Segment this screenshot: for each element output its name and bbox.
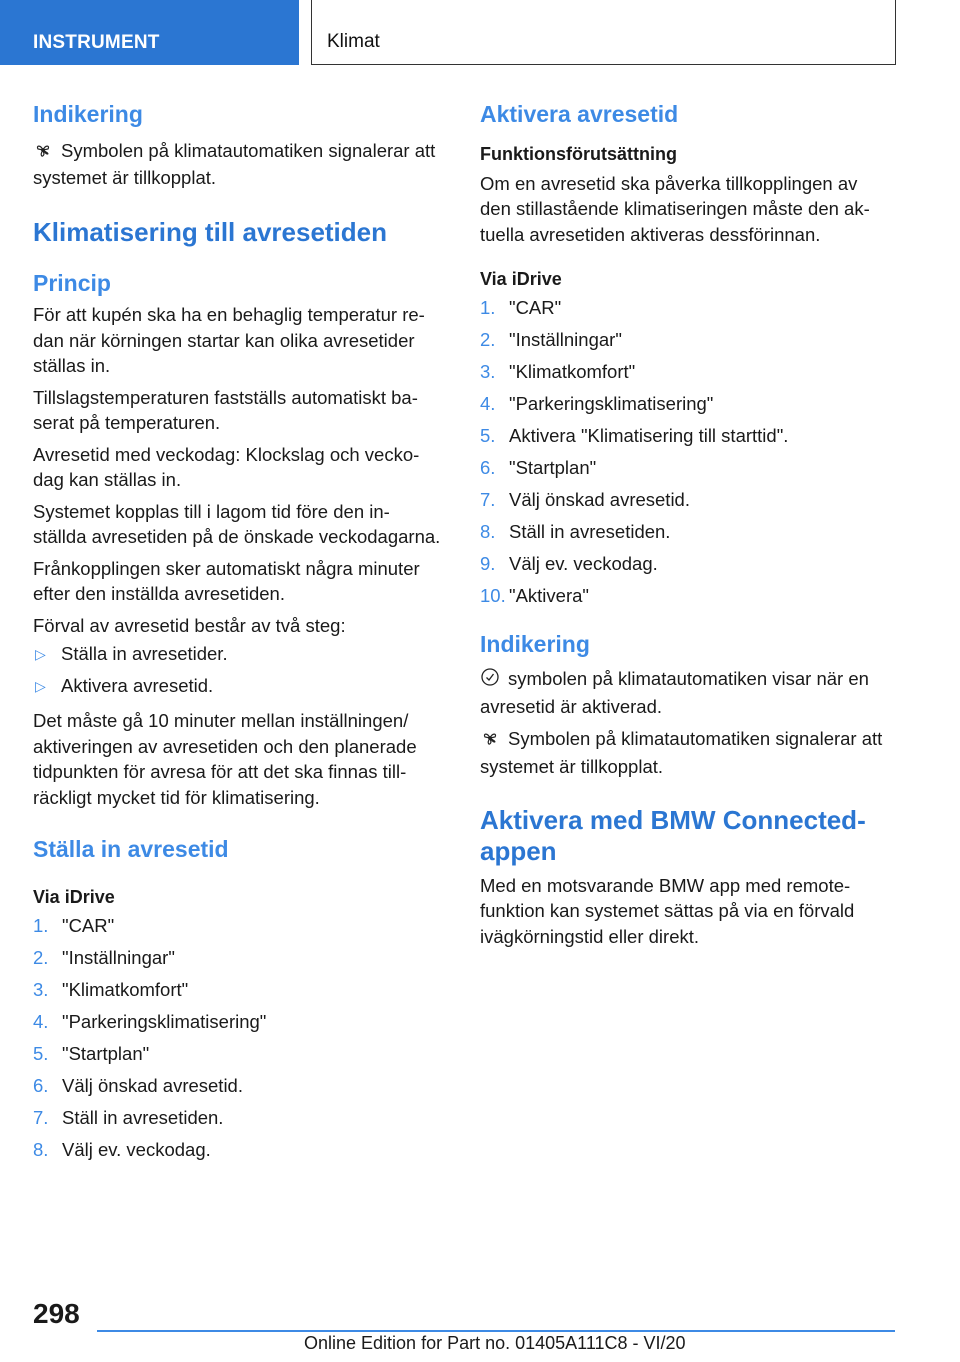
list-number: 5. bbox=[33, 1043, 49, 1065]
page-number: 298 bbox=[33, 1298, 80, 1329]
princip-paragraph bbox=[33, 302, 453, 379]
text-line: Det måste gå 10 minuter mellan inställningen/ bbox=[33, 710, 409, 732]
list-item bbox=[480, 548, 900, 580]
indikering-heading-right: Indikering bbox=[480, 631, 590, 658]
list-text: "Aktivera" bbox=[509, 585, 589, 607]
via-idrive-left: Via iDrive bbox=[33, 887, 115, 908]
triangle-bullet-icon: ▷ bbox=[35, 678, 46, 695]
list-number: 5. bbox=[480, 425, 496, 447]
funktion-text bbox=[480, 171, 900, 248]
edition-text: Online Edition for Part no. 01405A111C8 - VI/20 bbox=[304, 1333, 686, 1353]
list-item bbox=[480, 356, 900, 388]
list-number: 3. bbox=[33, 979, 49, 1001]
text-line: Tillslagstemperaturen fastställs automatiskt ba- bbox=[33, 386, 418, 408]
chapter-title: Klimat bbox=[311, 0, 896, 65]
text-line: ivägkörningstid eller direkt. bbox=[480, 925, 700, 947]
list-number: 9. bbox=[480, 553, 496, 575]
list-item bbox=[33, 1134, 453, 1166]
list-number: 2. bbox=[33, 947, 49, 969]
list-text: "Startplan" bbox=[509, 457, 597, 479]
text-line: Avresetid med veckodag: Klockslag och vecko- bbox=[33, 443, 420, 465]
list-text: "Inställningar" bbox=[62, 947, 175, 969]
text-line: funktion kan systemet sättas på via en förvald bbox=[480, 900, 855, 922]
indikering-right-2: Symbolen på klimatautomatiken signalerar att systemet är tillkopplat. bbox=[480, 728, 883, 777]
list-number: 1. bbox=[33, 915, 49, 937]
text-line: Om en avresetid ska påverka tillkopplingen av bbox=[480, 172, 858, 194]
list-text: "CAR" bbox=[62, 915, 115, 937]
princip-paragraph bbox=[33, 499, 453, 550]
fan-icon bbox=[480, 728, 500, 754]
list-number: 7. bbox=[33, 1107, 49, 1129]
list-item bbox=[480, 484, 900, 516]
list-number: 4. bbox=[33, 1011, 49, 1033]
list-item bbox=[33, 1006, 453, 1038]
list-text: "Klimatkomfort" bbox=[509, 361, 636, 383]
list-text: "CAR" bbox=[509, 297, 562, 319]
list-text: "Startplan" bbox=[62, 1043, 150, 1065]
princip-paragraph bbox=[33, 556, 453, 607]
text-line: Frånkopplingen sker automatiskt några minuter bbox=[33, 557, 420, 579]
text-line: serat på temperaturen. bbox=[33, 412, 221, 434]
list-item bbox=[33, 910, 453, 942]
list-item bbox=[480, 324, 900, 356]
text-line: den stillastående klimatiseringen måste den ak- bbox=[480, 198, 870, 220]
text-line: tuella avresetiden aktiveras dessförinnan. bbox=[480, 223, 821, 245]
list-item bbox=[480, 388, 900, 420]
list-item bbox=[33, 942, 453, 974]
section-tab: INSTRUMENT bbox=[0, 0, 299, 65]
list-item bbox=[33, 1070, 453, 1102]
step-text: Aktivera avresetid. bbox=[61, 675, 214, 697]
text-line: ställda avresetiden på de önskade veckodagarna. bbox=[33, 526, 441, 548]
princip-paragraph bbox=[33, 613, 453, 639]
text-line: Med en motsvarande BMW app med remote- bbox=[480, 874, 851, 896]
list-text: Välj önskad avresetid. bbox=[509, 489, 690, 511]
list-item bbox=[480, 516, 900, 548]
right-steps bbox=[480, 292, 900, 612]
text-line: Förval av avresetid består av två steg: bbox=[33, 614, 346, 636]
step-item bbox=[33, 638, 453, 670]
steps-list bbox=[33, 638, 453, 702]
list-item bbox=[480, 292, 900, 324]
list-item bbox=[33, 974, 453, 1006]
princip-body bbox=[33, 302, 453, 638]
list-item bbox=[33, 1102, 453, 1134]
list-number: 8. bbox=[480, 521, 496, 543]
main-heading: Klimatisering till avresetiden bbox=[33, 216, 388, 247]
step-item bbox=[33, 670, 453, 702]
text-line: För att kupén ska ha en behaglig temperatur re- bbox=[33, 304, 425, 326]
left-column bbox=[33, 100, 453, 1166]
triangle-bullet-icon: ▷ bbox=[35, 646, 46, 663]
text-line: dag kan ställas in. bbox=[33, 469, 182, 491]
list-text: Ställ in avresetiden. bbox=[509, 521, 671, 543]
list-text: "Parkeringsklimatisering" bbox=[509, 393, 714, 415]
indikering-heading: Indikering bbox=[33, 101, 143, 127]
text-line: aktiveringen av avresetiden och den planerade bbox=[33, 735, 417, 757]
indikering-text: Symbolen på klimatautomatiken signalerar att systemet är tillkopplat. bbox=[33, 139, 436, 189]
stalla-heading: Ställa in avresetid bbox=[33, 836, 229, 863]
list-number: 1. bbox=[480, 297, 496, 319]
aktivera-heading: Aktivera avresetid bbox=[480, 101, 679, 127]
list-number: 6. bbox=[480, 457, 496, 479]
connected-heading: Aktivera med BMW Connected- appen bbox=[480, 805, 866, 866]
list-number: 4. bbox=[480, 393, 496, 415]
clock-icon bbox=[480, 667, 500, 694]
list-item bbox=[480, 452, 900, 484]
list-number: 8. bbox=[33, 1139, 49, 1161]
list-text: Välj ev. veckodag. bbox=[62, 1139, 211, 1161]
footer-divider bbox=[97, 1330, 895, 1332]
list-text: "Parkeringsklimatisering" bbox=[62, 1011, 267, 1033]
right-column bbox=[480, 100, 900, 949]
left-steps bbox=[33, 910, 453, 1166]
list-number: 2. bbox=[480, 329, 496, 351]
via-idrive-right: Via iDrive bbox=[480, 269, 562, 290]
princip-heading: Princip bbox=[33, 269, 111, 296]
list-number: 10. bbox=[480, 585, 506, 607]
list-text: Välj önskad avresetid. bbox=[62, 1075, 243, 1097]
text-line: tidpunkten för avresa för att det ska finnas till- bbox=[33, 761, 407, 783]
list-text: "Inställningar" bbox=[509, 329, 622, 351]
note-text bbox=[33, 708, 453, 810]
list-number: 7. bbox=[480, 489, 496, 511]
list-text: "Klimatkomfort" bbox=[62, 979, 189, 1001]
princip-paragraph bbox=[33, 385, 453, 436]
list-text: Aktivera "Klimatisering till starttid". bbox=[509, 425, 789, 447]
text-line: räckligt mycket tid för klimatisering. bbox=[33, 786, 320, 808]
text-line: Systemet kopplas till i lagom tid före den in- bbox=[33, 500, 390, 522]
fan-icon bbox=[33, 140, 53, 166]
list-item bbox=[480, 420, 900, 452]
list-item bbox=[480, 580, 900, 612]
indikering-right-1: symbolen på klimatautomatiken visar när en avresetid är aktiverad. bbox=[480, 668, 869, 717]
text-line: efter den inställda avresetiden. bbox=[33, 583, 285, 605]
funktion-heading: Funktionsförutsättning bbox=[480, 143, 677, 164]
princip-paragraph bbox=[33, 442, 453, 493]
list-number: 3. bbox=[480, 361, 496, 383]
text-line: dan när körningen startar kan olika avresetider bbox=[33, 329, 415, 351]
list-item bbox=[33, 1038, 453, 1070]
list-text: Välj ev. veckodag. bbox=[509, 553, 658, 575]
text-line: ställas in. bbox=[33, 355, 111, 377]
connected-text bbox=[480, 873, 900, 950]
step-text: Ställa in avresetider. bbox=[61, 643, 228, 665]
list-number: 6. bbox=[33, 1075, 49, 1097]
list-text: Ställ in avresetiden. bbox=[62, 1107, 224, 1129]
